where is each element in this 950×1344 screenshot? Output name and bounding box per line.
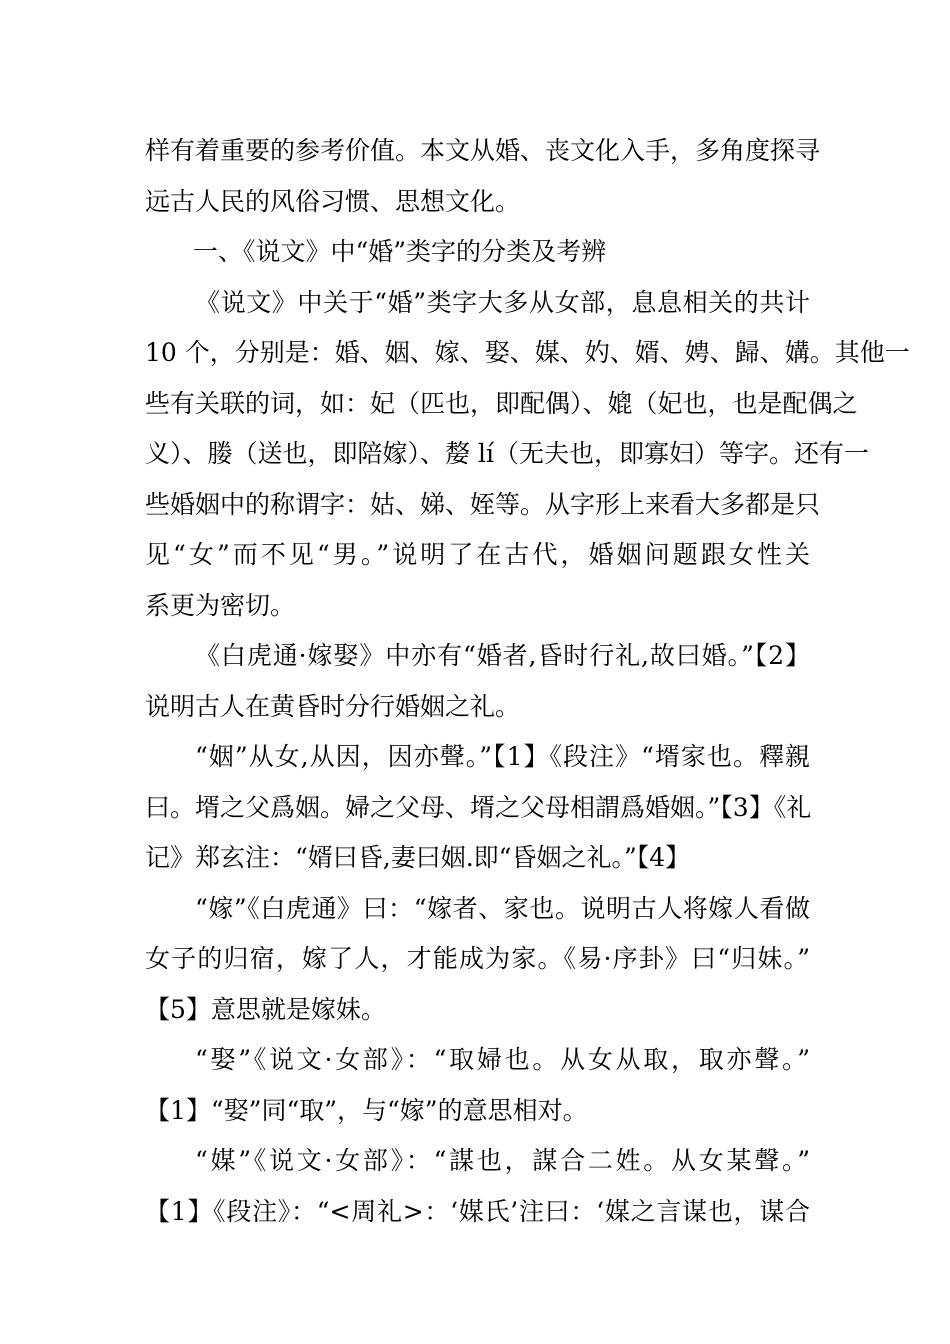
text-line: 曰。壻之父爲姻。婦之父母、壻之父母相謂爲婚姻。”【3】《礼 xyxy=(145,792,812,822)
body-text xyxy=(145,126,910,1237)
text-line: 些有关联的词，如：妃（匹也，即配偶）、媲（妃也，也是配偶之 xyxy=(145,388,858,418)
section-heading: 一、《说文》中“婚”类字的分类及考辨 xyxy=(193,237,607,266)
text-line: 系更为密切。 xyxy=(145,590,296,620)
text-line: 远古人民的风俗习惯、思想文化。 xyxy=(145,186,521,216)
text-line: “姻”从女,从因，因亦聲。”【1】《段注》“壻家也。釋親 xyxy=(195,742,810,771)
text-line: 说明古人在黄昏时分行婚姻之礼。 xyxy=(145,691,521,721)
text-line: 10 个，分别是：婚、姻、嫁、娶、媒、妁、婿、娉、歸、媾。其他一 xyxy=(145,338,910,367)
text-line: 【1】《段注》：“<周礼>：‘媒氏’注曰：‘媒之言谋也，谋合 xyxy=(145,1196,810,1226)
text-line: 记》郑玄注：“婿曰昏,妻曰姻.即“昏姻之礼。”【4】 xyxy=(145,843,691,872)
text-line: “媒”《说文·女部》：“謀也，謀合二姓。从女某聲。” xyxy=(195,1146,810,1175)
text-line: 些婚姻中的称谓字：姑、娣、姪等。从字形上来看大多都是只 xyxy=(145,489,821,519)
text-line: 《白虎通·嫁娶》中亦有“婚者,昏时行礼,故曰婚。”【2】 xyxy=(195,641,810,670)
text-line: “嫁”《白虎通》曰：“嫁者、家也。说明古人将嫁人看做 xyxy=(195,893,810,923)
text-line: 义）、媵（送也，即陪嫁）、嫠 lí（无夫也，即寡妇）等字。还有一 xyxy=(145,439,869,468)
text-line: 女子的归宿，嫁了人，才能成为家。《易·序卦》曰“归妹。” xyxy=(145,944,810,973)
text-line: “娶”《说文·女部》：“取婦也。从女从取，取亦聲。” xyxy=(195,1045,810,1074)
text-line: 【1】“娶”同“取”，与“嫁”的意思相对。 xyxy=(145,1095,588,1125)
text-line: 【5】意思就是嫁妹。 xyxy=(145,994,386,1024)
text-line: 样有着重要的参考价值。本文从婚、丧文化入手，多角度探寻 xyxy=(145,136,821,165)
text-line: 《说文》中关于“婚”类字大多从女部，息息相关的共计 xyxy=(195,287,810,317)
text-line: 见“女”而不见“男。”说明了在古代，婚姻问题跟女性关 xyxy=(145,540,810,569)
